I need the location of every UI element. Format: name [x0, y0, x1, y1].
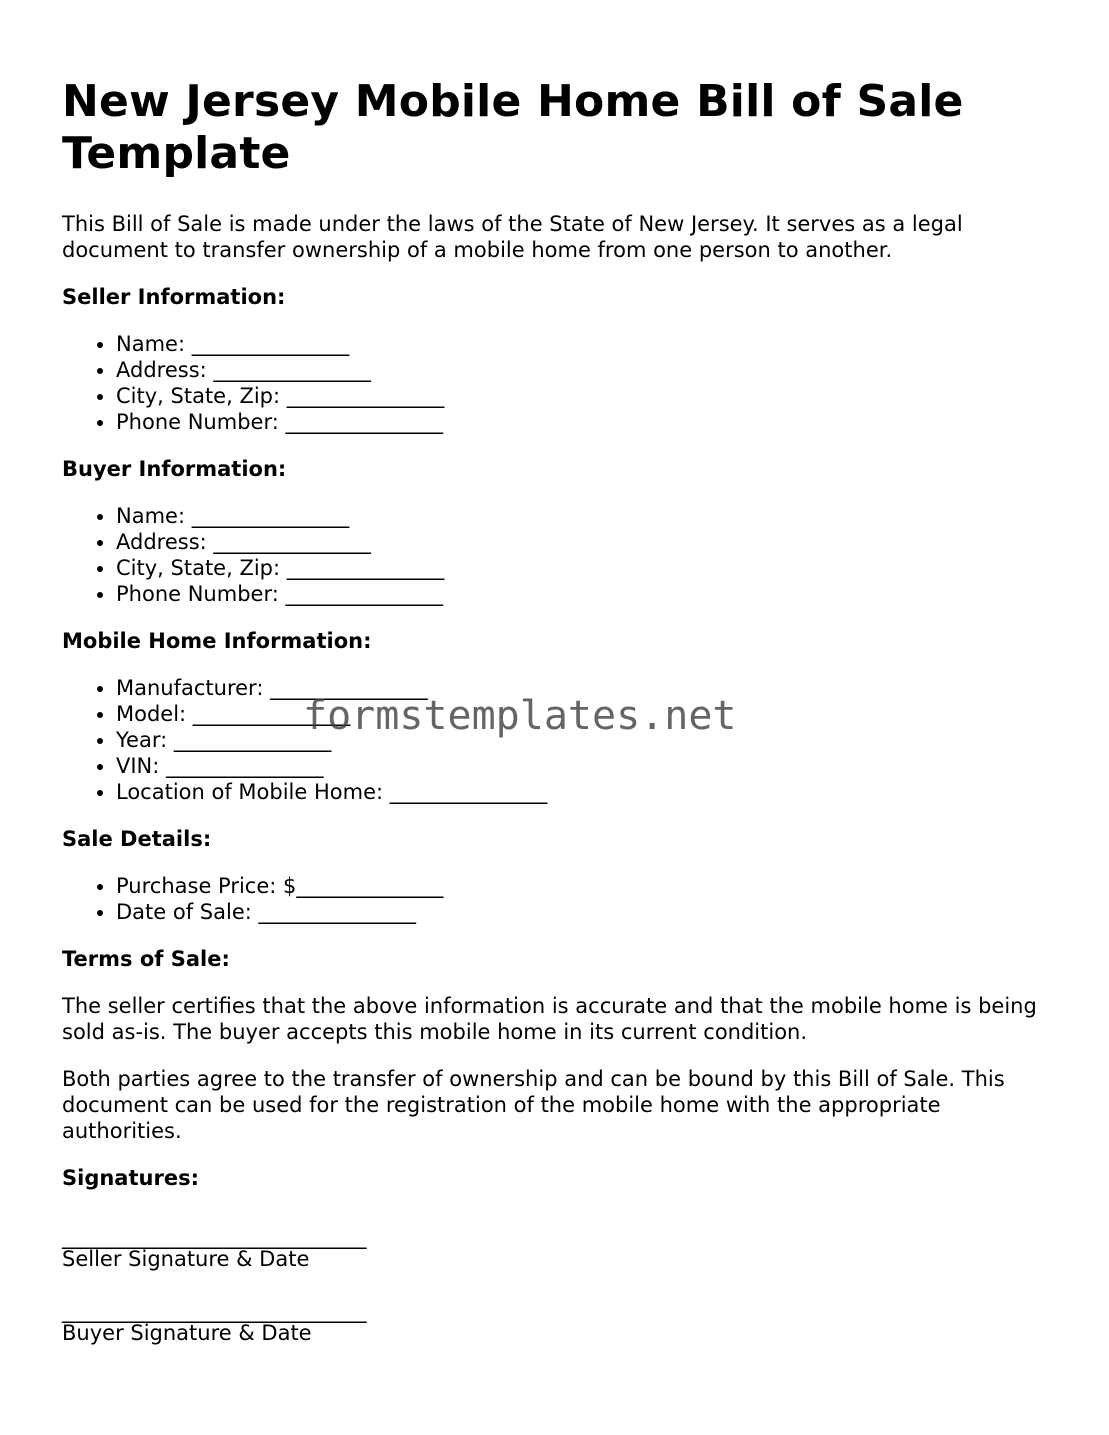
buyer-signature-line: _____________________________	[62, 1299, 367, 1323]
buyer-list	[62, 503, 1052, 607]
seller-signature-label: Seller Signature & Date	[62, 1247, 310, 1271]
document-page	[62, 76, 1052, 1374]
mobile-home-heading: Mobile Home Information:	[62, 629, 372, 653]
buyer-signature-label: Buyer Signature & Date	[62, 1321, 312, 1345]
buyer-name-field: • Name: _______________	[116, 503, 1052, 529]
page-title: New Jersey Mobile Home Bill of Sale Template	[62, 76, 964, 179]
terms-paragraph-2: Both parties agree to the transfer of ownership and can be bound by this Bill of Sale. This document can be used for the registration of the mobile home with the appropriate authorities.	[62, 1067, 1005, 1143]
seller-phone-field: • Phone Number: _______________	[116, 409, 1052, 435]
model-field: • Model: _______________	[116, 701, 1052, 727]
watermark: formstemplates.net	[303, 693, 737, 739]
seller-list	[62, 331, 1052, 435]
buyer-heading: Buyer Information:	[62, 457, 287, 481]
seller-name-field: • Name: _______________	[116, 331, 1052, 357]
buyer-phone-field: • Phone Number: _______________	[116, 581, 1052, 607]
seller-heading: Seller Information:	[62, 285, 286, 309]
intro-paragraph: This Bill of Sale is made under the laws of the State of New Jersey. It serves as a legal document to transfer ownership of a mobile home from one person to another.	[62, 212, 963, 262]
vin-field: • VIN: _______________	[116, 753, 1052, 779]
purchase-price-field: • Purchase Price: $______________	[116, 873, 1052, 899]
sale-details-heading: Sale Details:	[62, 827, 212, 851]
date-of-sale-field: • Date of Sale: _______________	[116, 899, 1052, 925]
terms-heading: Terms of Sale:	[62, 947, 230, 971]
seller-city-field: • City, State, Zip: _______________	[116, 383, 1052, 409]
seller-signature-block	[62, 1226, 1052, 1270]
buyer-city-field: • City, State, Zip: _______________	[116, 555, 1052, 581]
year-field: • Year: _______________	[116, 727, 1052, 753]
seller-address-field: • Address: _______________	[116, 357, 1052, 383]
sale-details-list	[62, 873, 1052, 925]
terms-paragraph-1: The seller certifies that the above information is accurate and that the mobile home is being sold as-is. The buyer accepts this mobile home in its current condition.	[62, 994, 1037, 1044]
buyer-address-field: • Address: _______________	[116, 529, 1052, 555]
manufacturer-field: • Manufacturer: _______________	[116, 675, 1052, 701]
mobile-home-list	[62, 675, 1052, 805]
seller-signature-line: _____________________________	[62, 1225, 367, 1249]
location-field: • Location of Mobile Home: _______________	[116, 779, 1052, 805]
buyer-signature-block	[62, 1300, 1052, 1344]
signatures-heading: Signatures:	[62, 1166, 199, 1190]
